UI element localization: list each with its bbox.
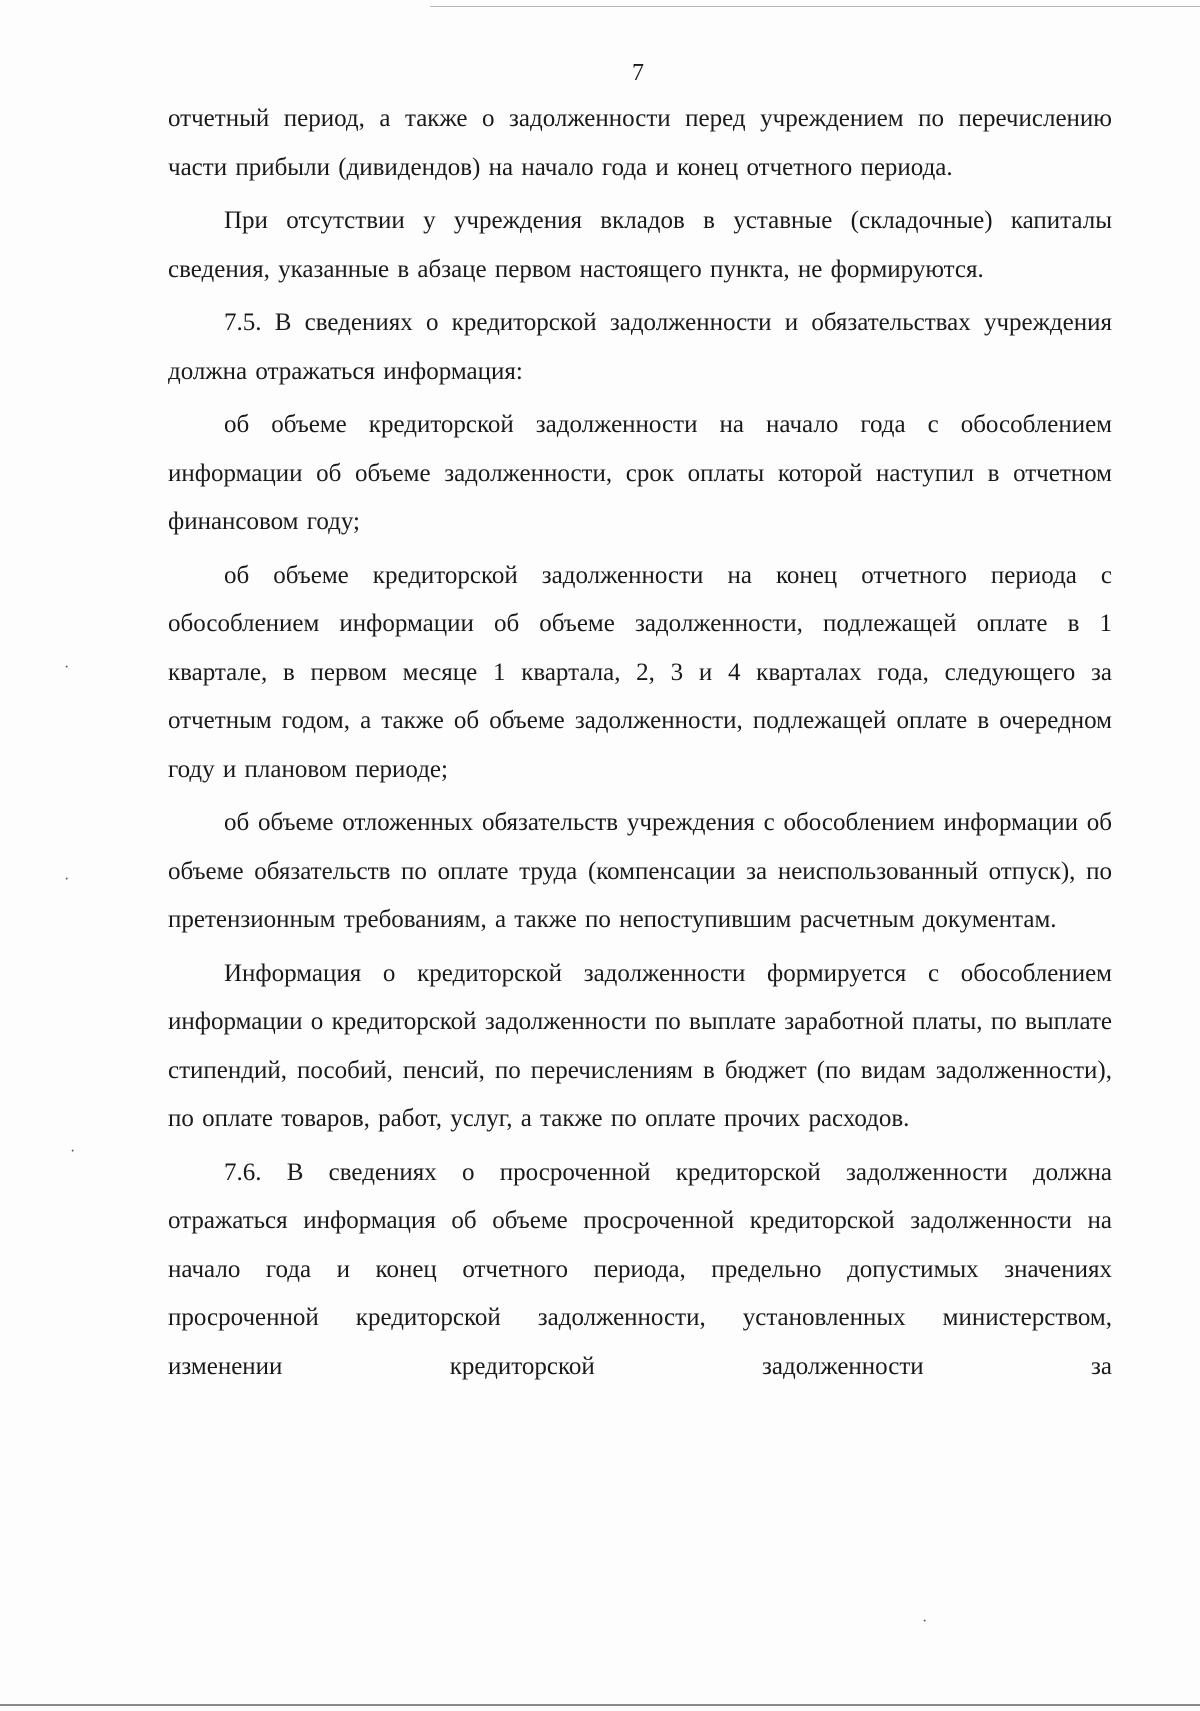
scan-speck: ·	[70, 1143, 76, 1160]
page-number: 7	[632, 60, 644, 86]
bottom-edge-line	[0, 1704, 1200, 1706]
scan-speck: ·	[922, 1613, 928, 1630]
document-body	[168, 95, 1112, 1396]
paragraph-7: Информация о кредиторской задолженности формируется с обособлением информации о кредиторской задолженности по выплате заработной платы, по выплате стипендий, пособий, пенсий, по перечислениям в бюджет (по видам задолженности), по оплате товаров, работ, услуг, а также по оплате прочих расходов.	[168, 959, 1112, 1132]
top-edge-line	[430, 6, 1200, 7]
paragraph-2: При отсутствии у учреждения вкладов в уставные (складочные) капиталы сведения, указанные в абзаце первом настоящего пункта, не формируются.	[168, 207, 1112, 283]
scan-speck: ·	[64, 659, 70, 676]
scan-speck: ·	[64, 871, 70, 888]
paragraph-5: об объеме кредиторской задолженности на конец отчетного периода с обособлением информации об объеме задолженности, подлежащей оплате в 1 квартале, в первом месяце 1 квартала, 2, 3 и 4 кварталах года, следующего за отчетным годом, а также об объеме задолженности, подлежащей оплате в очередном году и плановом периоде;	[168, 561, 1112, 783]
paragraph-6: об объеме отложенных обязательств учреждения с обособлением информации об объеме обязательств по оплате труда (компенсации за неиспользованный отпуск), по претензионным требованиям, а также по непоступившим расчетным документам.	[168, 809, 1112, 933]
paragraph-1: отчетный период, а также о задолженности перед учреждением по перечислению части прибыли (дивидендов) на начало года и конец отчетного периода.	[168, 105, 1112, 181]
paragraph-3: 7.5. В сведениях о кредиторской задолженности и обязательствах учреждения должна отражаться информация:	[168, 309, 1112, 385]
paragraph-8: 7.6. В сведениях о просроченной кредиторской задолженности должна отражаться информация об объеме просроченной кредиторской задолженности на начало года и конец отчетного периода, предельно допустимых значениях просроченной кредиторской задолженности, установленных министерством, изменении кредиторской задолженности за	[168, 1158, 1112, 1380]
paragraph-4: об объеме кредиторской задолженности на начало года с обособлением информации об объеме задолженности, срок оплаты которой наступил в отчетном финансовом году;	[168, 411, 1112, 535]
